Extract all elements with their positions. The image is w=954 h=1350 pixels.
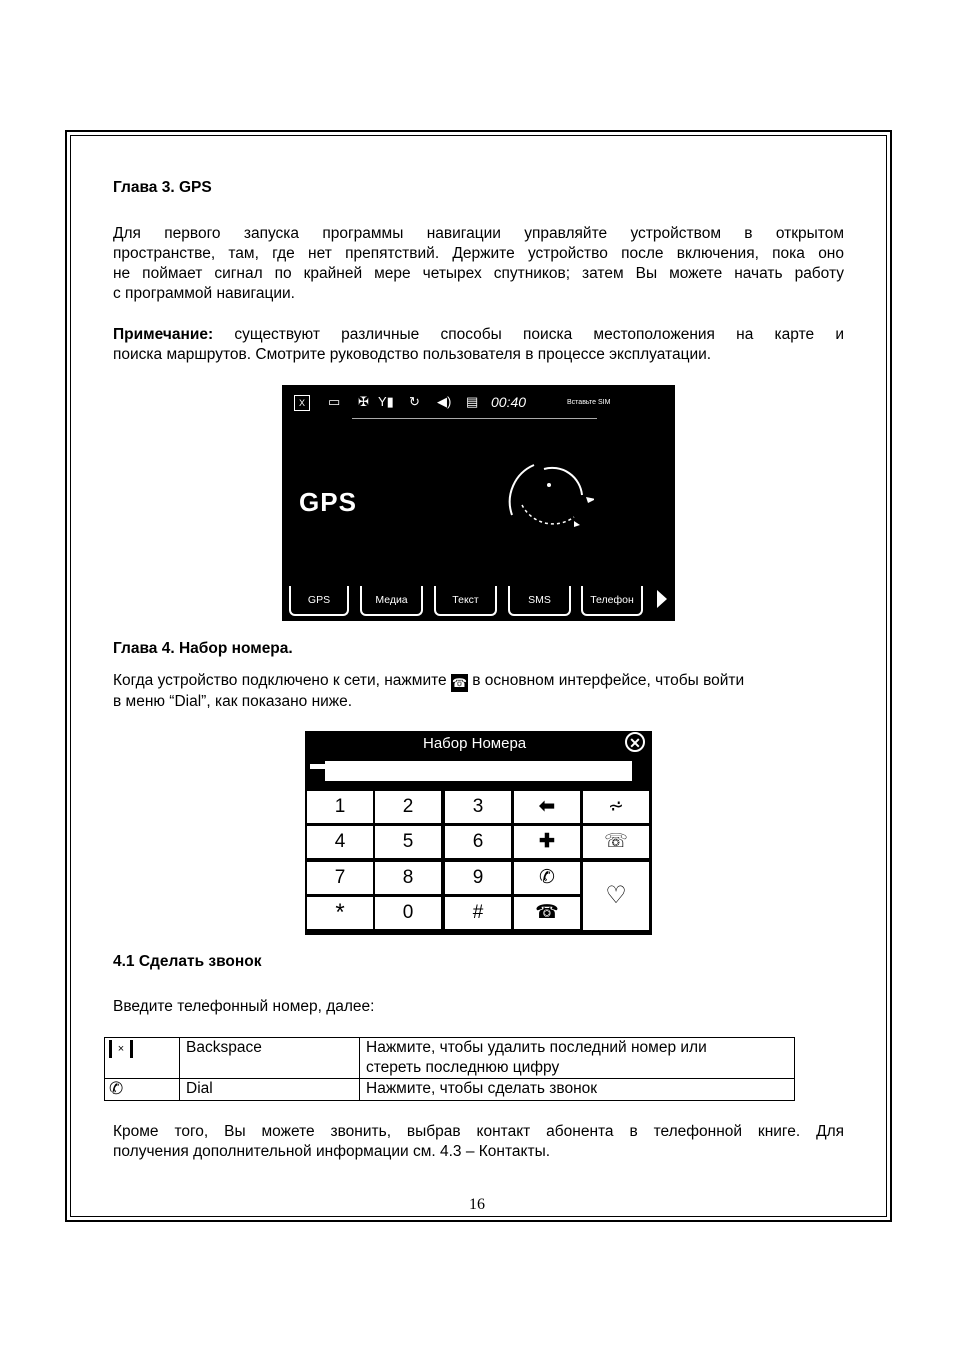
text-line: не поймает сигнал по крайней мере четырех спутников; затем Вы можете начать работу <box>113 265 844 282</box>
chapter4-paragraph <box>113 671 844 712</box>
section41-heading: 4.1 Сделать звонок <box>113 953 262 970</box>
cell-line: стереть последнюю цифру <box>366 1059 560 1076</box>
key-1[interactable]: 1 <box>307 791 373 823</box>
chapter3-note <box>113 325 844 365</box>
page-number: 16 <box>469 1196 485 1213</box>
status-divider <box>352 418 597 419</box>
signal-icon: Y▮ <box>378 394 394 409</box>
text-line: получения дополнительной информации см. 4.3 – Контакты. <box>113 1143 551 1160</box>
satellite-dish-icon <box>504 455 594 535</box>
backspace-icon: × <box>109 1040 133 1058</box>
text-part: Когда устройство подключено к сети, нажмите <box>113 672 451 689</box>
input-marker <box>310 764 325 769</box>
gps-screenshot <box>282 385 675 621</box>
plus-key[interactable] <box>514 826 580 858</box>
text-line: пространстве, там, где нет препятствий. Держите устройство после включения, пока оно <box>113 245 844 262</box>
speaker-icon: ◀) <box>437 394 452 409</box>
key-4[interactable]: 4 <box>307 826 373 858</box>
cell-line: Нажмите, чтобы удалить последний номер или <box>366 1039 707 1056</box>
radio-icon: ▤ <box>466 394 479 409</box>
key-star[interactable]: * <box>307 897 373 929</box>
sync-icon: ↻ <box>409 394 420 409</box>
contacts-key[interactable] <box>583 862 649 930</box>
note-text: существуют различные способы поиска местоположения на карте и <box>213 326 844 343</box>
satellite-icon: ✠ <box>358 394 369 409</box>
chapter3-heading: Глава 3. GPS <box>113 179 212 196</box>
voicemail-icon: ⩫ <box>608 796 624 817</box>
text-menu-button[interactable]: Текст <box>434 586 497 616</box>
section41-outro <box>113 1122 844 1162</box>
dial-screenshot <box>305 731 652 935</box>
status-bar <box>282 385 675 419</box>
text-part: в основном интерфейсе, чтобы войти <box>467 672 745 689</box>
text-line: поиска маршрутов. Смотрите руководство пользователя в процессе эксплуатации. <box>113 346 712 363</box>
table-cell <box>360 1038 795 1079</box>
arrow-left-icon: ⬅ <box>539 796 555 817</box>
key-2[interactable]: 2 <box>375 791 441 823</box>
operator-icon: ☎ <box>535 902 559 923</box>
phone-menu-button[interactable]: Телефон <box>581 586 643 616</box>
table-row <box>105 1038 795 1079</box>
hangup-key[interactable] <box>514 897 580 929</box>
voicemail-key[interactable] <box>583 791 649 823</box>
phone-handset-icon: ✆ <box>539 867 555 888</box>
sim-status: Вставьте SIM <box>567 399 611 406</box>
function-table <box>104 1037 795 1101</box>
key-8[interactable]: 8 <box>375 862 441 894</box>
battery-icon: ▭ <box>328 394 341 409</box>
call-key[interactable] <box>514 862 580 894</box>
text-line: в меню “Dial”, как показано ниже. <box>113 693 353 710</box>
table-cell: Dial <box>180 1079 360 1101</box>
next-arrow-icon[interactable] <box>657 590 667 608</box>
dial-icon: ✆ <box>109 1079 124 1098</box>
text-line: Кроме того, Вы можете звонить, выбрав контакт абонента в телефонной книге. Для <box>113 1123 844 1140</box>
table-row <box>105 1079 795 1101</box>
key-3[interactable]: 3 <box>445 791 511 823</box>
call-history-icon: ☏ <box>604 831 628 852</box>
key-6[interactable]: 6 <box>445 826 511 858</box>
text-line: с программой навигации. <box>113 285 295 302</box>
dial-title: Набор Номера <box>423 735 527 752</box>
heart-phone-icon: ♡ <box>605 882 627 909</box>
chapter4-heading: Глава 4. Набор номера. <box>113 640 293 657</box>
key-5[interactable]: 5 <box>375 826 441 858</box>
text-line: Для первого запуска программы навигации управляйте устройством в открытом <box>113 225 844 242</box>
key-9[interactable]: 9 <box>445 862 511 894</box>
sms-menu-button[interactable]: SMS <box>508 586 571 616</box>
number-input[interactable] <box>325 761 632 781</box>
phone-app-icon: ☎ <box>451 676 467 690</box>
gps-menu-button[interactable]: GPS <box>289 586 349 616</box>
backspace-key[interactable] <box>514 791 580 823</box>
key-hash[interactable]: # <box>445 897 511 929</box>
media-menu-button[interactable]: Медиа <box>360 586 423 616</box>
key-0[interactable]: 0 <box>375 897 441 929</box>
table-cell <box>105 1038 180 1079</box>
close-icon[interactable]: ✕ <box>625 732 645 752</box>
key-7[interactable]: 7 <box>307 862 373 894</box>
chapter3-paragraph <box>113 224 844 304</box>
section41-intro: Введите телефонный номер, далее: <box>113 998 375 1015</box>
table-cell: Backspace <box>180 1038 360 1079</box>
gps-title: GPS <box>299 487 357 517</box>
status-time: 00:40 <box>491 394 527 410</box>
sim-card-icon: X <box>294 395 310 411</box>
note-label: Примечание: <box>113 326 214 343</box>
table-cell <box>105 1079 180 1101</box>
table-cell: Нажмите, чтобы сделать звонок <box>360 1079 795 1101</box>
plus-icon: ✚ <box>539 831 555 852</box>
call-log-key[interactable] <box>583 826 649 858</box>
